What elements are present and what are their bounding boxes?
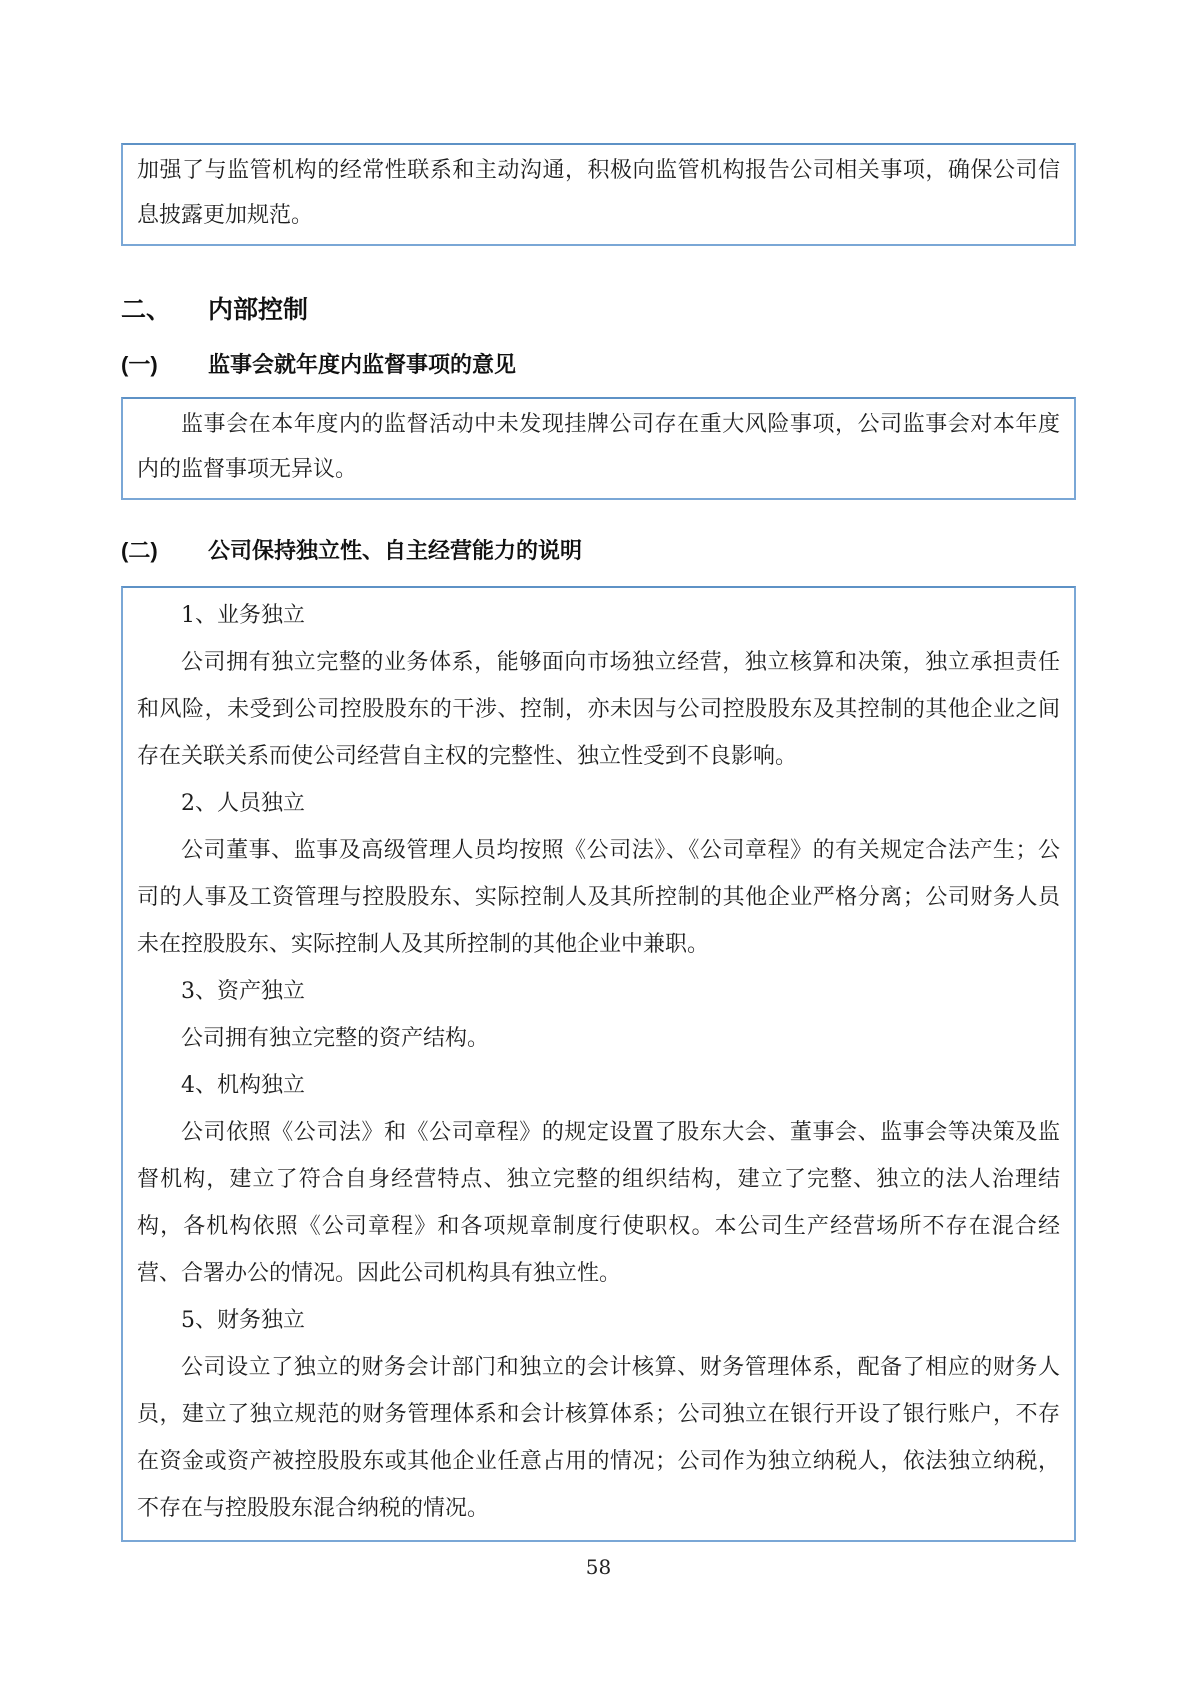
independence-subheading: 1、业务独立 <box>181 603 305 628</box>
page-number: 58 <box>585 1555 612 1579</box>
section-heading-internal-control <box>121 294 1076 326</box>
independence-subheading: 3、资产独立 <box>181 979 305 1004</box>
subsection-title: 公司保持独立性、自主经营能力的说明 <box>208 538 583 563</box>
independence-subheading: 2、人员独立 <box>181 791 305 816</box>
section-title: 内部控制 <box>208 296 309 324</box>
subsection-number: (一) <box>121 352 158 377</box>
supervisory-opinion-text: 监事会在本年度内的监督活动中未发现挂牌公司存在重大风险事项，公司监事会对本年度内的监督事项无异议。 <box>137 412 1060 482</box>
subsection-heading-independence <box>121 536 1076 566</box>
independence-paragraph: 公司董事、监事及高级管理人员均按照《公司法》、《公司章程》的有关规定合法产生；公司的人事及工资管理与控股股东、实际控制人及其所控制的其他企业严格分离；公司财务人员未在控股股东、实际控制人及其所控制的其他企业中兼职。 <box>137 838 1060 957</box>
subsection-number: (二) <box>121 538 158 563</box>
section-number: 二、 <box>121 296 172 324</box>
independence-paragraph: 公司设立了独立的财务会计部门和独立的会计核算、财务管理体系，配备了相应的财务人员，建立了独立规范的财务管理体系和会计核算体系；公司独立在银行开设了银行账户，不存在资金或资产被控股股东或其他企业任意占用的情况；公司作为独立纳税人，依法独立纳税，不存在与控股股东混合纳税的情况。 <box>137 1355 1060 1521</box>
carryover-paragraph-box <box>121 143 1076 246</box>
supervisory-opinion-box <box>121 397 1076 500</box>
carryover-paragraph-text: 加强了与监管机构的经常性联系和主动沟通，积极向监管机构报告公司相关事项，确保公司信息披露更加规范。 <box>137 158 1060 228</box>
independence-paragraph: 公司拥有独立完整的业务体系，能够面向市场独立经营，独立核算和决策，独立承担责任和风险，未受到公司控股股东的干涉、控制，亦未因与公司控股股东及其控制的其他企业之间存在关联关系而使公司经营自主权的完整性、独立性受到不良影响。 <box>137 650 1060 769</box>
document-page <box>121 0 1076 1580</box>
independence-paragraph: 公司依照《公司法》和《公司章程》的规定设置了股东大会、董事会、监事会等决策及监督机构，建立了符合自身经营特点、独立完整的组织结构，建立了完整、独立的法人治理结构，各机构依照《公司章程》和各项规章制度行使职权。本公司生产经营场所不存在混合经营、合署办公的情况。因此公司机构具有独立性。 <box>137 1120 1060 1286</box>
independence-subheading: 5、财务独立 <box>181 1308 305 1333</box>
independence-statement-box <box>121 586 1076 1542</box>
independence-subheading: 4、机构独立 <box>181 1073 305 1098</box>
subsection-title: 监事会就年度内监督事项的意见 <box>208 352 517 377</box>
independence-paragraph: 公司拥有独立完整的资产结构。 <box>181 1026 490 1051</box>
subsection-heading-supervisory-opinion <box>121 350 1076 380</box>
